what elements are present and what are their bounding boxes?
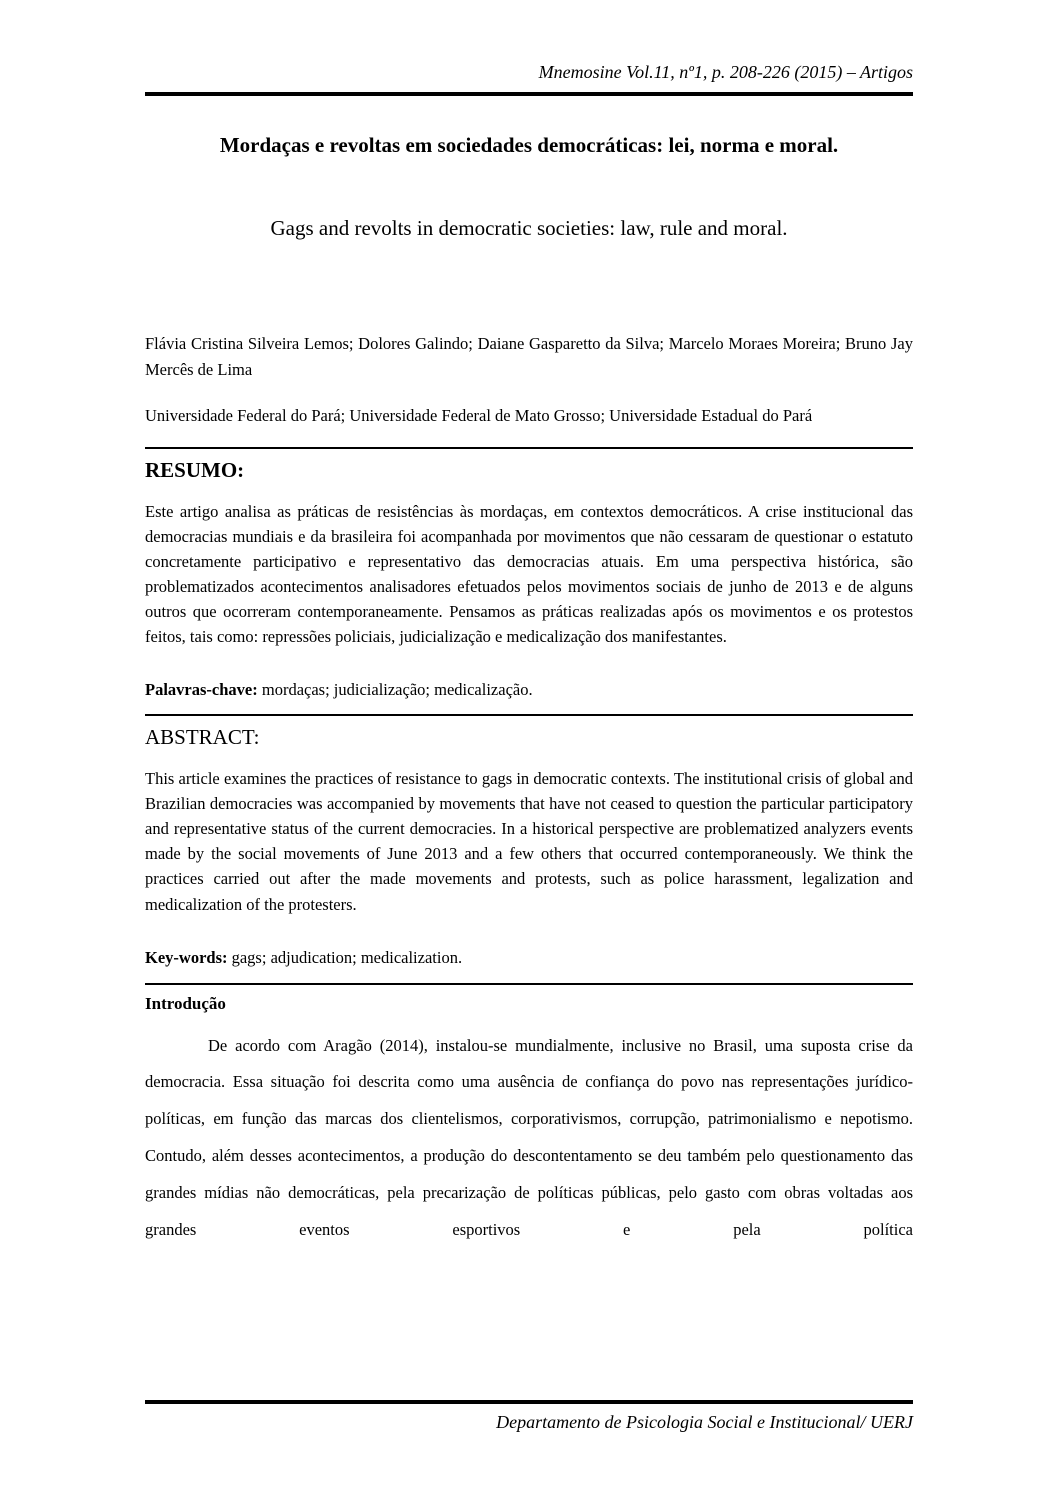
key-words-line [145, 945, 913, 970]
palavras-chave-line [145, 677, 913, 702]
resumo-section-rule [145, 447, 913, 449]
affiliations-line: Universidade Federal do Pará; Universidade Federal de Mato Grosso; Universidade Estadual do Pará [145, 406, 813, 425]
article-title-english: Gags and revolts in democratic societies: law, rule and moral. [270, 216, 788, 240]
key-words-values: gags; adjudication; medicalization. [227, 947, 463, 967]
journal-header-line: Mnemosine Vol.11, nº1, p. 208-226 (2015) – Artigos [538, 62, 913, 82]
abstract-section-rule [145, 714, 913, 716]
abstract-body: This article examines the practices of resistance to gags in democratic contexts. The institutional crisis of global and Brazilian democracies was accompanied by movements that have not ceased to question the particular participatory and representative status of the current democracies. In a historical perspective are problematized analyzers events made by the social movements of June 2013 and a few others that occurred contemporaneously. We think the practices carried out after the made movements and protests, such as police harassment, legalization and medicalization of the protesters. [145, 769, 913, 914]
key-words-label: Key-words: [145, 947, 228, 967]
page-footer [145, 1400, 913, 1434]
article-title-portuguese: Mordaças e revoltas em sociedades democráticas: lei, norma e moral. [219, 133, 839, 157]
introduction-heading: Introdução [145, 993, 226, 1013]
footer-rule [145, 1400, 913, 1404]
resumo-body: Este artigo analisa as práticas de resistências às mordaças, em contextos democráticos. A crise institucional das democracias mundiais e da brasileira foi acompanhada por movimentos que não cessaram de questionar o estatuto concretamente participativo e representativo das democracias atuais. Em uma perspectiva histórica, são problematizados acontecimentos analisadores efetuados pelos movimentos sociais de junho de 2013 e de alguns outros que ocorreram contemporaneamente. Pensamos as práticas realizadas após os movimentos e os protestos feitos, tais como: repressões policiais, judicialização e medicalização dos manifestantes. [145, 501, 913, 646]
header-rule [145, 92, 913, 96]
introduction-section-rule [145, 983, 913, 985]
footer-department-line: Departamento de Psicologia Social e Institucional/ UERJ [496, 1412, 913, 1432]
palavras-chave-values: mordaças; judicialização; medicalização. [257, 680, 533, 700]
palavras-chave-label: Palavras-chave: [145, 680, 258, 700]
authors-line: Flávia Cristina Silveira Lemos; Dolores Galindo; Daiane Gasparetto da Silva; Marcelo Moraes Moreira; Bruno Jay Mercês de Lima [145, 334, 913, 379]
resumo-heading: RESUMO: [145, 457, 245, 482]
abstract-heading: ABSTRACT: [145, 725, 260, 750]
introduction-paragraph: De acordo com Aragão (2014), instalou-se mundialmente, inclusive no Brasil, uma suposta crise da democracia. Essa situação foi descrita como uma ausência de confiança do povo nas representações jurídico-políticas, em função das marcas dos clientelismos, corporativismos, corrupção, patrimonialismo e nepotismo. Contudo, além desses acontecimentos, a produção do descontentamento se deu também pelo questionamento das grandes mídias não democráticas, pela precarização de políticas públicas, pelo gasto com obras voltadas aos grandes eventos esportivos e pela política [145, 1035, 913, 1239]
